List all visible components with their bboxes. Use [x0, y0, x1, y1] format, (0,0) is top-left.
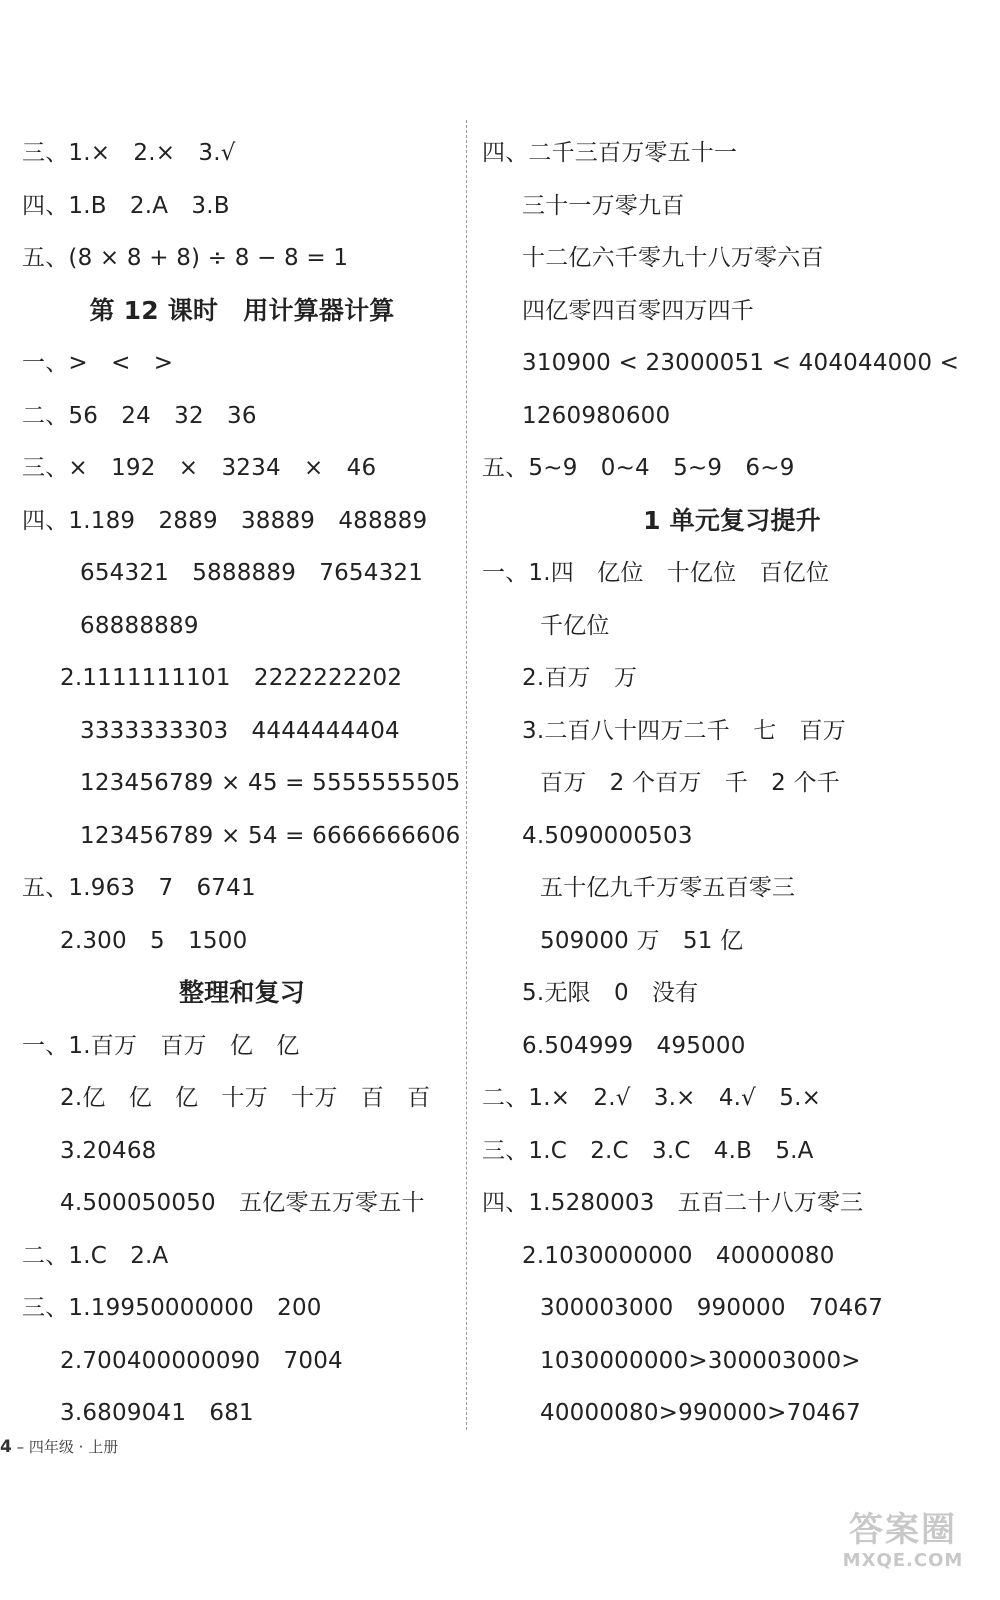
- site-watermark: [828, 1510, 978, 1578]
- watermark-url: MXQE.COM: [842, 1550, 964, 1571]
- answer-line: 一、1.百万 百万 亿 亿: [22, 1032, 300, 1059]
- answer-line: 四、1.5280003 五百二十八万零三: [482, 1190, 864, 1216]
- answer-line: 二、1.C 2.A: [22, 1242, 169, 1269]
- answer-line: 4.5090000503: [522, 822, 693, 849]
- answer-line: 五、1.963 7 6741: [22, 875, 256, 901]
- answer-line: 二、1.× 2.√ 3.× 4.√ 5.×: [482, 1085, 822, 1111]
- left-column: [22, 127, 462, 1440]
- answer-line: 68888889: [80, 612, 199, 639]
- answer-line: 三、1.× 2.× 3.√: [22, 140, 236, 166]
- answer-line: 654321 5888889 7654321: [80, 560, 424, 586]
- answer-line: 三、1.C 2.C 3.C 4.B 5.A: [482, 1137, 814, 1164]
- answer-line: 5.无限 0 没有: [522, 980, 699, 1006]
- answer-line: 1030000000>300003000>: [540, 1347, 861, 1374]
- answer-line: 123456789 × 54 = 6666666606: [80, 822, 461, 849]
- column-divider: [466, 120, 467, 1430]
- answer-line: 三十一万零九百: [522, 192, 685, 219]
- answer-line: 1260980600: [522, 402, 671, 429]
- section-heading: 整理和复习: [178, 978, 305, 1007]
- answer-line: 6.504999 495000: [522, 1032, 746, 1059]
- answer-line: 一、> < >: [22, 350, 174, 376]
- answer-line: 十二亿六千零九十八万零六百: [522, 245, 824, 271]
- answer-line: 三、1.19950000000 200: [22, 1295, 322, 1321]
- answer-line: 310900 < 23000051 < 404044000 <: [522, 350, 960, 376]
- answer-line: 五、5~9 0~4 5~9 6~9: [482, 455, 795, 481]
- answer-line: 二、56 24 32 36: [22, 402, 257, 429]
- answer-line: 2.700400000090 7004: [60, 1347, 343, 1374]
- answer-line: 四亿零四百零四万四千: [522, 297, 754, 324]
- answer-line: 300003000 990000 70467: [540, 1295, 884, 1321]
- answer-line: 2.300 5 1500: [60, 927, 248, 954]
- answer-line: 四、1.B 2.A 3.B: [22, 192, 230, 219]
- right-column: [482, 127, 982, 1440]
- answer-line: 2.百万 万: [522, 665, 638, 691]
- answer-line: 五十亿九千万零五百零三: [540, 875, 796, 901]
- answer-line: 123456789 × 45 = 5555555505: [80, 770, 461, 796]
- answer-line: 2.1030000000 40000080: [522, 1242, 835, 1269]
- answer-line: 4.500050050 五亿零五万零五十: [60, 1190, 425, 1216]
- answer-line: 509000 万 51 亿: [540, 927, 744, 954]
- answer-line: 五、(8 × 8 + 8) ÷ 8 − 8 = 1: [22, 245, 349, 271]
- answer-line: 3.20468: [60, 1137, 157, 1164]
- watermark-logo-text: 答案圈: [849, 1510, 957, 1550]
- answer-line: 2.1111111101 2222222202: [60, 665, 403, 691]
- answer-line: 3.二百八十四万二千 七 百万: [522, 717, 846, 744]
- answer-line: 2.亿 亿 亿 十万 十万 百 百: [60, 1085, 431, 1111]
- footer-dash: –: [16, 1438, 25, 1456]
- answer-line: 四、1.189 2889 38889 488889: [22, 507, 428, 534]
- answer-line: 四、二千三百万零五十一: [482, 140, 738, 166]
- answer-line: 百万 2 个百万 千 2 个千: [540, 770, 840, 796]
- footer-grade: 四年级 · 上册: [28, 1438, 119, 1456]
- answer-line: 一、1.四 亿位 十亿位 百亿位: [482, 560, 830, 586]
- answer-line: 三、× 192 × 3234 × 46: [22, 455, 377, 481]
- answer-line: 40000080>990000>70467: [540, 1400, 861, 1426]
- section-heading: 1 单元复习提升: [643, 505, 821, 535]
- answer-line: 3.6809041 681: [60, 1400, 254, 1426]
- answer-line: 千亿位: [540, 612, 610, 639]
- page-number: 4: [0, 1437, 12, 1457]
- section-heading: 第 12 课时 用计算器计算: [89, 295, 395, 325]
- page-footer: [0, 1436, 118, 1457]
- answer-line: 3333333303 4444444404: [80, 717, 400, 744]
